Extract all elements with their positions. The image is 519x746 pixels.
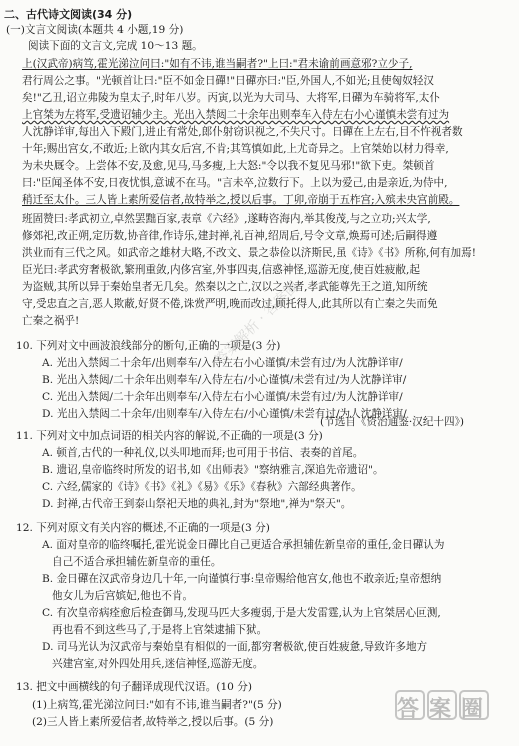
passage-line: 曰:"臣闻圣体不安,日夜忧惧,意诚不在马。"言未卒,泣数行下。上以为爱己,由是亲近,为侍中, [22, 177, 448, 189]
question-11-option-d: D. 封禅,古代帝王到泰山祭祀天地的典礼,封为"祭地",禅为"祭天"。 [42, 498, 352, 510]
passage-line: 人沈静详审,每出入下殿门,进止有常处,郎仆射窃识视之,不失尺寸。日磾在上左右,目不忤视者数 [22, 126, 463, 138]
question-12-stem: 12. 下列对原文有关内容的概述,不正确的一项是(3 分) [16, 522, 270, 534]
question-11-stem: 11. 下列对文中加点词语的相关内容的解说,不正确的一项是(3 分) [16, 430, 323, 442]
watermark-diagonal: 答案解析 · 答案圈 [212, 278, 303, 369]
question-10-option-d: D. 光出入禁闼二十余年/出则奉车/入侍左右/小心谨慎/未尝有过/为人沈静详审/ [42, 408, 407, 420]
passage-line: 为盗贼,其所以异于秦始皇者无几矣。然秦以之亡,汉以之兴者,孝武能尊先王之道,知所统 [22, 281, 428, 293]
question-11-option-b: B. 遗诏,皇帝临终时所发的诏书,如《出师表》"察纳雅言,深追先帝遗诏"。 [42, 464, 384, 476]
question-10-option-c: C. 光出入禁闼/二十余年出则奉车/入侍左右小心谨慎/未尝有过/为人沈静详审/ [42, 391, 403, 403]
question-13-stem: 13. 把文中画横线的句子翻译成现代汉语。(10 分) [16, 681, 253, 693]
section-title: 二、古代诗文阅读(34 分) [4, 8, 133, 21]
question-12-option-c-cont: 再也看不到这些马了,于是将上官桀逮捕下狱。 [52, 624, 268, 636]
question-12-option-c: C. 有次皇帝病痊愈后检查御马,发现马匹大多瘦弱,于是大发雷霆,认为上官桀居心叵测, [42, 607, 441, 619]
passage-line: 上官桀为左将军,受遗诏辅少主。光出入禁闼二十余年出则奉车入侍左右小心谨慎未尝有过为 [22, 109, 450, 121]
question-10-option-a: A. 光出入禁闼二十余年/出则奉车/入侍左右小心谨慎/未尝有过/为人沈静详审/ [42, 357, 403, 369]
passage-line: 稍迁至太仆。三人皆上素所爱信者,故特举之,授以后事。丁卯,帝崩于五柞宫;入殡未央宫前殿。 [22, 194, 460, 206]
passage-line: 守,受忠直之言,恶人欺蔽,好贤不倦,诛赏严明,晚而改过,顾托得人,此其所以有亡秦之失而免 [22, 298, 438, 310]
passage-line: 君行周公之事。"光顿首让曰:"臣不如金日磾!"日磾亦曰:"臣,外国人,不如光;且使匈奴轻汉 [22, 75, 434, 87]
passage-line: 矣!"乙丑,诏立弗陵为皇太子,时年八岁。丙寅,以光为大司马、大将军,日磾为车骑将军,太仆 [22, 92, 440, 104]
question-11-option-a: A. 顿首,古代的一种礼仪,以头叩地而拜;也可用于书信、表奏的首尾。 [42, 447, 364, 459]
passage-line: 上(汉武帝)病笃,霍光涕泣问曰:"如有不讳,谁当嗣者?"上曰:"君未谕前画意邪?立少子, [22, 58, 413, 70]
question-11-option-c: C. 六经,儒家的《诗》《书》《礼》《易》《乐》《春秋》六部经典著作。 [42, 481, 362, 493]
question-12-option-d: D. 司马光认为汉武帝与秦始皇有相似的一面,都穷奢极欲,使百姓疲惫,导致许多地方 [42, 641, 428, 653]
passage-line: 为未央厩令。上尝体不安,及愈,见马,马多瘦,上大怒:"令以我不复见马邪!"欲下吏。桀顿首 [22, 160, 435, 172]
question-10-stem: 10. 下列对文中画波浪线部分的断句,正确的一项是(3 分) [16, 340, 281, 352]
question-13-item-1: (1)上病笃,霍光涕泣问曰:"如有不讳,谁当嗣者?"(5 分) [32, 699, 282, 711]
question-10-option-b: B. 光出入禁闼/二十余年出则奉车/入侍左右/小心谨慎/未尝有过/为人沈静详审/ [42, 374, 407, 386]
passage-line: 班固赞曰:孝武初立,卓然罢黜百家,表章《六经》,遂畴咨海内,举其俊茂,与之立功;兴太学, [22, 213, 431, 225]
question-13-item-2: (2)三人皆上素所爱信者,故特举之,授以后事。(5 分) [32, 716, 274, 728]
question-12-option-a-cont: 自己不适合承担辅佐新皇帝的重任。 [52, 556, 222, 568]
question-12-option-b-cont: 他女儿为后宫嫔妃,他也不肯。 [52, 590, 194, 602]
question-12-option-a: A. 面对皇帝的临终嘱托,霍光说金日磾比自己更适合承担辅佐新皇帝的重任,金日磾认为 [42, 539, 445, 551]
passage-line: 十年;赐出宫女,不敢近;上欲内其女后宫,不肯;其笃慎如此,上尤奇异之。上官桀始以材力得幸, [22, 143, 449, 155]
instruction: 阅读下面的文言文,完成 10～13 题。 [28, 40, 203, 52]
passage-line: 修郊祀,改正朔,定历数,协音律,作诗乐,建封禅,礼百神,绍周后,号令文章,焕焉可述;后嗣得遵 [22, 230, 438, 242]
question-12-option-b: B. 金日磾在汉武帝身边几十年,一向谨慎行事:皇帝赐给他宫女,他也不敢亲近;皇帝想纳 [42, 573, 442, 585]
source-citation: (节选自《资治通鉴·汉纪十四》) [320, 416, 465, 428]
sub-title: (一)文言文阅读(本题共 4 小题,19 分) [6, 24, 184, 36]
passage-line: 洪业而有三代之风。如武帝之雄材大略,不改文、景之恭俭以济斯民,虽《诗》《书》所称,何有加焉! [22, 247, 476, 259]
passage-line: 臣光曰:孝武穷奢极欲,繁刑重敛,内侈宫室,外事四夷,信惑神怪,巡游无度,使百姓疲敝,起 [22, 264, 420, 276]
question-12-option-d-cont: 兴建宫室,对外四处用兵,迷信神怪,巡游无度。 [52, 658, 264, 670]
watermark-logo [395, 690, 515, 742]
watermark-logo-text: 答案圈 [397, 697, 494, 722]
passage-line: 亡秦之祸乎! [22, 315, 80, 327]
